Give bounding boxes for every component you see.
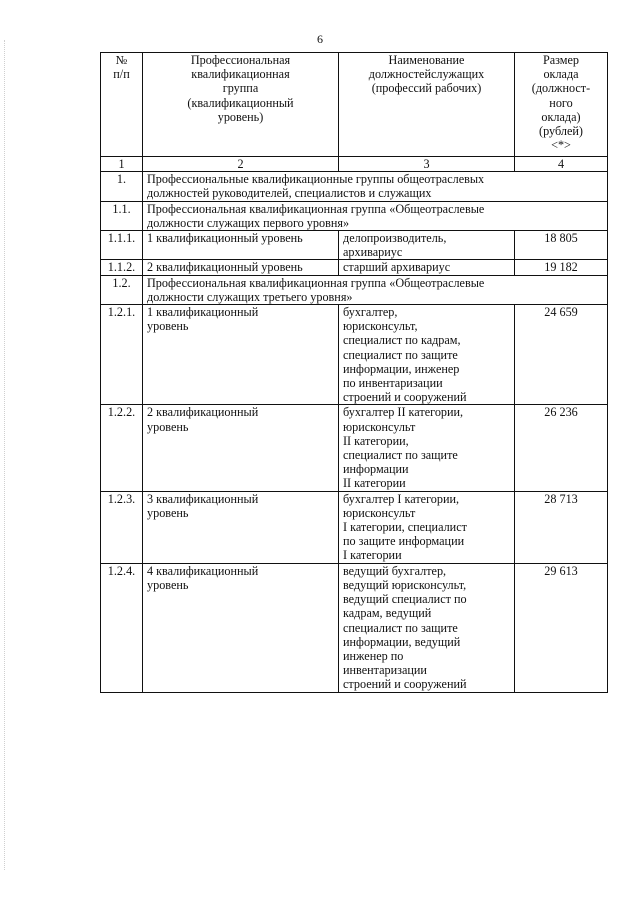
text-line: уровень bbox=[147, 419, 189, 434]
row-number: 1.1. bbox=[101, 201, 143, 230]
header-number bbox=[101, 53, 143, 157]
column-number: 4 bbox=[515, 157, 608, 172]
text-line: ведущий бухгалтер, bbox=[343, 563, 447, 578]
page-number: 6 bbox=[317, 32, 323, 46]
qualification-level bbox=[143, 563, 339, 692]
text-line: уровень) bbox=[217, 109, 264, 124]
text-line: ведущий юрисконсульт, bbox=[343, 577, 467, 592]
text-line: инвентаризации bbox=[343, 663, 427, 678]
text-line: должности служащих третьего уровня» bbox=[147, 289, 353, 304]
salary-value: 28 713 bbox=[515, 491, 608, 563]
text-line: юрисконсульт bbox=[343, 505, 416, 520]
row-number: 1.1.1. bbox=[101, 231, 143, 260]
text-line: Профессиональные квалификационные группы общеотраслевых bbox=[147, 172, 485, 187]
position-names bbox=[339, 231, 515, 260]
text-line: ного bbox=[549, 95, 573, 110]
row-number: 1.2.4. bbox=[101, 563, 143, 692]
group-row bbox=[101, 172, 608, 201]
text-line: делопроизводитель, bbox=[343, 231, 447, 246]
text-line: II категории, bbox=[343, 433, 409, 448]
text-line: строений и сооружений bbox=[343, 677, 467, 692]
text-line: информации, инженер bbox=[343, 361, 460, 376]
salary-table bbox=[100, 52, 608, 693]
text-line: I категории bbox=[343, 548, 402, 563]
text-line: архивариус bbox=[343, 245, 403, 260]
text-line: I категории, специалист bbox=[343, 520, 467, 535]
text-line: Профессиональная bbox=[190, 53, 291, 67]
text-line: по инвентаризации bbox=[343, 376, 443, 391]
salary-value: 19 182 bbox=[515, 260, 608, 275]
text-line: специалист по защите bbox=[343, 347, 458, 362]
column-number: 2 bbox=[143, 157, 339, 172]
text-line: п/п bbox=[113, 67, 130, 82]
text-line: уровень bbox=[147, 577, 189, 592]
text-line: бухгалтер, bbox=[343, 305, 398, 320]
position-names bbox=[339, 563, 515, 692]
table-row bbox=[101, 563, 608, 692]
group-title bbox=[143, 201, 608, 230]
group-row bbox=[101, 275, 608, 304]
salary-value: 18 805 bbox=[515, 231, 608, 260]
text-line: 2 квалификационный уровень bbox=[147, 260, 303, 275]
qualification-level bbox=[143, 260, 339, 275]
text-line: юрисконсульт bbox=[343, 419, 416, 434]
text-line: (профессий рабочих) bbox=[371, 81, 482, 96]
group-row bbox=[101, 201, 608, 230]
row-number: 1.2.3. bbox=[101, 491, 143, 563]
qualification-level bbox=[143, 231, 339, 260]
text-line: специалист по кадрам, bbox=[343, 333, 461, 348]
row-number: 1.2.1. bbox=[101, 305, 143, 405]
text-line: (квалификационный bbox=[187, 95, 294, 110]
table-row bbox=[101, 491, 608, 563]
text-line: оклада) bbox=[541, 109, 581, 124]
qualification-level bbox=[143, 405, 339, 491]
header-qualification-group bbox=[143, 53, 339, 157]
text-line: II категории bbox=[343, 476, 406, 491]
text-line: группа bbox=[222, 81, 259, 96]
group-title bbox=[143, 172, 608, 201]
text-line: должностей руководителей, специалистов и служащих bbox=[147, 186, 432, 201]
text-line: инженер по bbox=[343, 648, 404, 663]
text-line: (должност- bbox=[531, 81, 591, 96]
text-line: кадрам, ведущий bbox=[343, 606, 432, 621]
text-line: квалификационная bbox=[191, 67, 290, 82]
qualification-level bbox=[143, 305, 339, 405]
text-line: <*> bbox=[551, 138, 571, 153]
table-row bbox=[101, 231, 608, 260]
row-number: 1.2.2. bbox=[101, 405, 143, 491]
text-line: ведущий специалист по bbox=[343, 592, 467, 607]
text-line: специалист по защите bbox=[343, 448, 458, 463]
column-number-row bbox=[101, 157, 608, 172]
text-line: информации, ведущий bbox=[343, 634, 461, 649]
text-line: специалист по защите bbox=[343, 620, 458, 635]
text-line: Профессиональная квалификационная группа «Общеотраслевые bbox=[147, 201, 485, 216]
text-line: 2 квалификационный bbox=[147, 405, 259, 420]
column-number: 3 bbox=[339, 157, 515, 172]
text-line: должностейслужащих bbox=[368, 67, 485, 82]
text-line: уровень bbox=[147, 505, 189, 520]
position-names bbox=[339, 305, 515, 405]
column-number: 1 bbox=[101, 157, 143, 172]
position-names bbox=[339, 491, 515, 563]
text-line: 1 квалификационный уровень bbox=[147, 231, 303, 246]
text-line: Профессиональная квалификационная группа «Общеотраслевые bbox=[147, 275, 485, 290]
row-number: 1. bbox=[101, 172, 143, 201]
salary-value: 24 659 bbox=[515, 305, 608, 405]
group-title bbox=[143, 275, 608, 304]
text-line: уровень bbox=[147, 319, 189, 334]
row-number: 1.1.2. bbox=[101, 260, 143, 275]
row-number: 1.2. bbox=[101, 275, 143, 304]
position-names bbox=[339, 405, 515, 491]
text-line: 4 квалификационный bbox=[147, 563, 259, 578]
text-line: Размер bbox=[542, 53, 580, 67]
table-row bbox=[101, 260, 608, 275]
text-line: должности служащих первого уровня» bbox=[147, 215, 350, 230]
text-line: № bbox=[115, 53, 128, 67]
position-names bbox=[339, 260, 515, 275]
text-line: старший архивариус bbox=[343, 260, 451, 275]
qualification-level bbox=[143, 491, 339, 563]
text-line: Наименование bbox=[388, 53, 465, 67]
text-line: 1 квалификационный bbox=[147, 305, 259, 320]
table-row bbox=[101, 405, 608, 491]
text-line: по защите информации bbox=[343, 534, 465, 549]
table-row bbox=[101, 305, 608, 405]
salary-value: 26 236 bbox=[515, 405, 608, 491]
header-salary bbox=[515, 53, 608, 157]
text-line: (рублей) bbox=[539, 124, 583, 139]
text-line: оклада bbox=[543, 67, 579, 82]
text-line: строений и сооружений bbox=[343, 390, 467, 405]
header-position-names bbox=[339, 53, 515, 157]
scan-edge-artifact bbox=[4, 40, 5, 870]
text-line: 3 квалификационный bbox=[147, 491, 259, 506]
text-line: бухгалтер II категории, bbox=[343, 405, 464, 420]
text-line: бухгалтер I категории, bbox=[343, 491, 460, 506]
table-header-row bbox=[101, 53, 608, 157]
salary-value: 29 613 bbox=[515, 563, 608, 692]
text-line: юрисконсульт, bbox=[343, 319, 418, 334]
text-line: информации bbox=[343, 462, 409, 477]
